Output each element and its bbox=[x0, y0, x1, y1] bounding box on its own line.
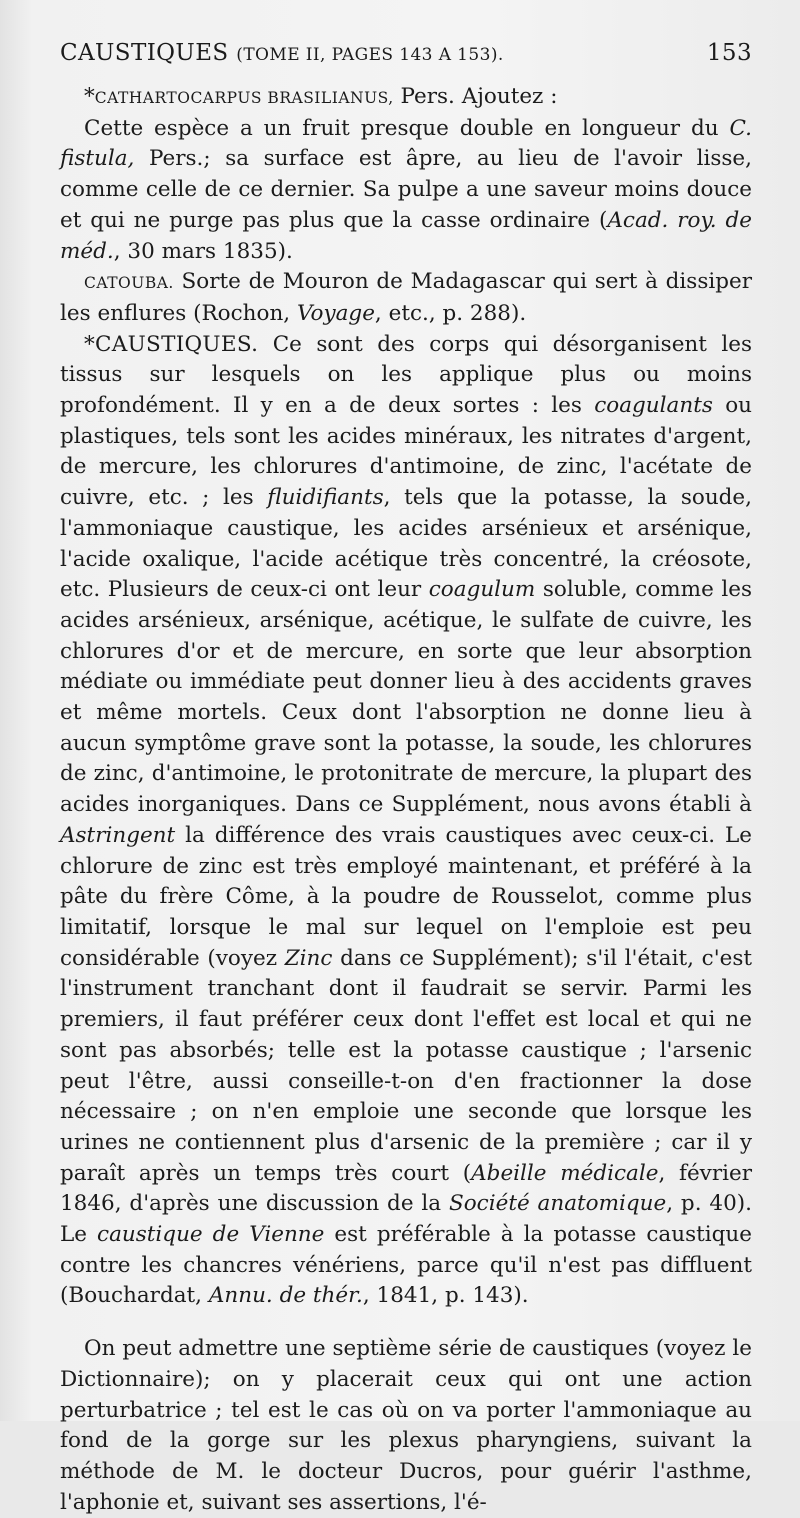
text-run: , février 1846, d'après une discussion de la bbox=[60, 1160, 752, 1217]
entry-headword: CATHARTOCARPUS BRASILIANUS, bbox=[94, 89, 394, 107]
italic-run: coagulants bbox=[594, 393, 713, 419]
italic-run: Société anatomique bbox=[449, 1191, 667, 1217]
text-run: Pers.; sa surface est âpre, au lieu de l'avoir lisse, comme celle de ce dernier. Sa pulpe a une saveur moins douce et qui ne purge pas plus que la casse ordinaire ( bbox=[60, 146, 752, 233]
entry-caustiques bbox=[60, 330, 752, 1313]
running-title-text: CAUSTIQUES bbox=[60, 40, 229, 66]
entry-intro: Pers. Ajoutez : bbox=[393, 84, 558, 109]
running-title bbox=[60, 40, 504, 66]
text-run: , 30 mars 1835). bbox=[113, 238, 293, 264]
italic-run: Zinc bbox=[284, 945, 333, 971]
paragraph-septieme-serie bbox=[60, 1334, 752, 1518]
italic-run: fluidifiants bbox=[267, 485, 384, 511]
text-run: ou plastiques, tels sont les acides minéraux, les nitrates d'argent, de mercure, les chlorures d'antimoine, de zinc, l'acétate de cuivre, etc. ; les bbox=[60, 393, 752, 511]
text-run: soluble, comme les acides arsénieux, arsénique, acétique, le sulfate de cuivre, les chlorures d'or et de mercure, en sorte que leur absorption médiate ou immédiate peut donner lieu à des accidents graves et même mortels. Ceux dont l'absorption ne donne lieu à aucun symptôme grave sont la potasse, la soude, les chlorures de zinc, d'antimoine, le protonitrate de mercure, la plupart des acides inorganiques. Dans ce Supplément, nous avons établi à bbox=[60, 577, 752, 818]
italic-run: Annu. de thér. bbox=[208, 1283, 363, 1309]
text-run: est préférable à la potasse caustique contre les chancres vénériens, parce qu'il n'est pas diffluent (Bouchardat, bbox=[60, 1222, 752, 1309]
text-run: Sorte de Mouron de Madagascar qui sert à dissiper les enflures (Rochon, bbox=[60, 269, 752, 326]
page-number: 153 bbox=[706, 40, 752, 66]
text-run: On peut admettre une septième série de caustiques (voyez le Dictionnaire); on y placerait ceux qui ont une action perturbatrice ; tel est le cas où on va porter l'ammoniaque au fond de la gorge sur les plexus pharyngiens, suivant la méthode de M. le docteur Ducros, pour guérir l'asthme, l'aphonie et, suivant ses assertions, l'é- bbox=[60, 1336, 752, 1515]
entry-cathartocarpus-text bbox=[60, 114, 752, 268]
text-run: , 1841, p. 143). bbox=[362, 1283, 529, 1309]
italic-run: Acad. roy. de méd. bbox=[60, 207, 752, 264]
text-run: , p. 40). Le bbox=[60, 1191, 752, 1248]
text-run: la différence des vrais caustiques avec ceux-ci. Le chlorure de zinc est très employé maintenant, et préféré à la pâte du frère Côme, à la poudre de Rousselot, comme plus limitatif, lorsque le mal sur lequel on l'emploie est peu considérable (voyez bbox=[60, 822, 752, 971]
running-title-pages: (TOME II, PAGES 143 A 153). bbox=[236, 45, 504, 65]
italic-run: Astringent bbox=[60, 822, 176, 848]
italic-run: caustique de Vienne bbox=[97, 1222, 325, 1248]
text-run: dans ce Supplément); s'il l'était, c'est l'instrument tranchant dont il faudrait se servir. Parmi les premiers, il faut préférer ceux dont l'effet est local et qui ne sont pas absorbés; telle est la potasse caustique ; l'arsenic peut l'être, aussi conseille-t-on d'en fractionner la dose nécessaire ; on n'en emploie une seconde que lorsque les urines ne contiennent plus d'arsenic de la première ; car il y paraît après un temps très court ( bbox=[60, 945, 752, 1186]
italic-run: C. fistula, bbox=[60, 115, 752, 172]
text-run: , etc., p. 288). bbox=[374, 300, 527, 326]
entry-catouba bbox=[60, 267, 752, 329]
text-run: Ce sont des corps qui désorganisent les tissus sur lesquels on les applique plus ou moins profondément. Il y en a de deux sortes : les bbox=[60, 331, 752, 419]
italic-run: Abeille médicale bbox=[471, 1160, 659, 1186]
text-run: Cette espèce a un fruit presque double en longueur du bbox=[84, 115, 730, 141]
running-header bbox=[60, 40, 752, 66]
entry-cathartocarpus bbox=[60, 82, 752, 114]
entry-headword: CATOUBA. bbox=[84, 274, 174, 293]
italic-run: coagulum bbox=[428, 577, 536, 603]
page-body bbox=[60, 82, 752, 1518]
italic-run: Voyage bbox=[296, 300, 375, 326]
entry-asterisk: * bbox=[84, 84, 95, 109]
entry-headword: *CAUSTIQUES. bbox=[84, 331, 259, 357]
text-run: , tels que la potasse, la soude, l'ammoniaque caustique, les acides arsénieux et arsénique, l'acide oxalique, l'acide acétique très concentré, la créosote, etc. Plusieurs de ceux-ci ont leur bbox=[60, 485, 752, 603]
